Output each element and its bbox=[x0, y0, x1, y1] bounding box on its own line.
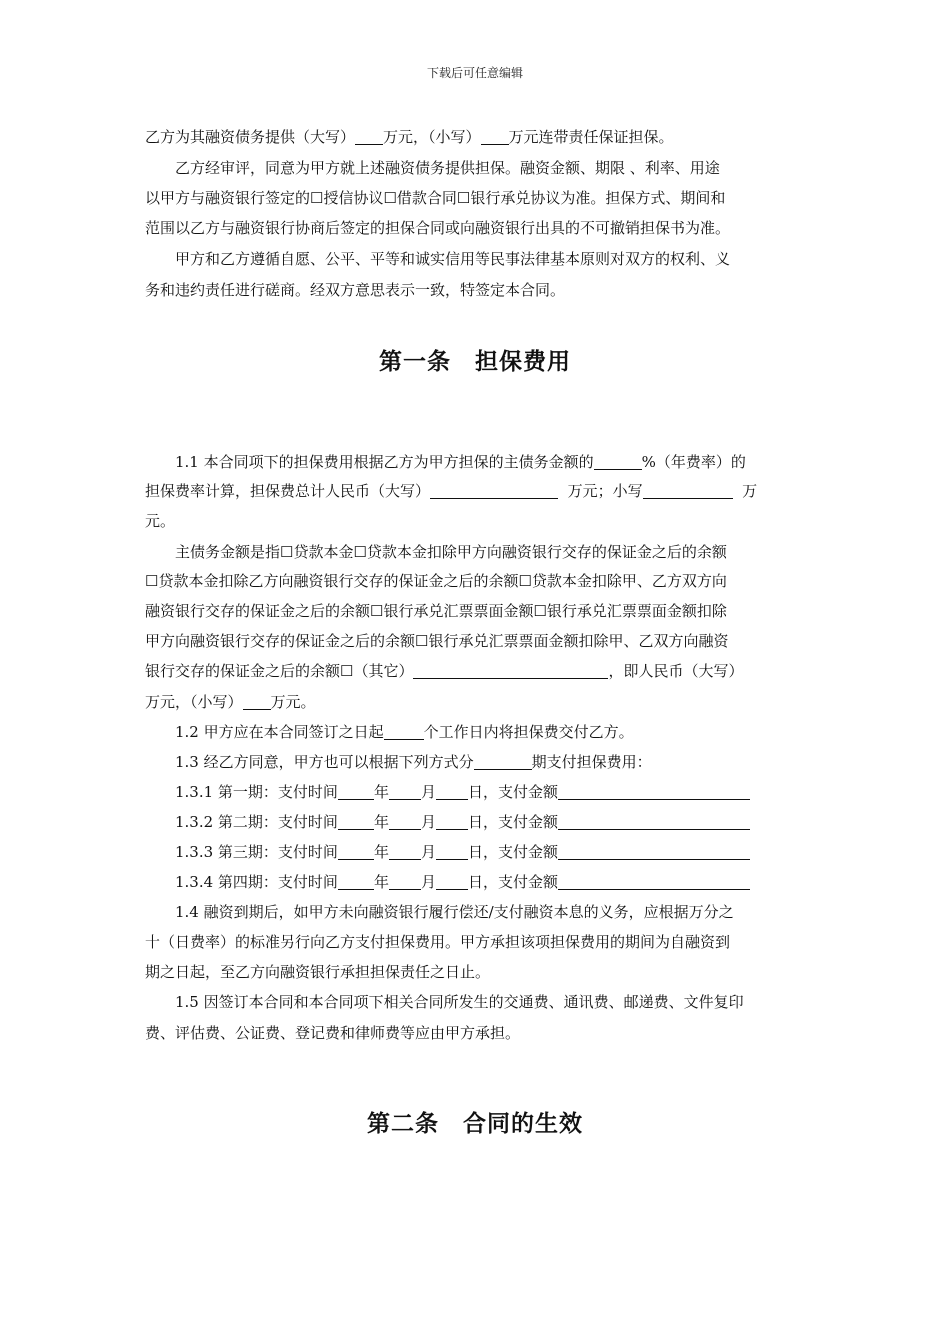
principal-line: 主债务金额是指☐贷款本金☐贷款本金扣除甲方向融资银行交存的保证金之后的余额 bbox=[175, 543, 727, 561]
blank-working-days[interactable] bbox=[384, 721, 424, 740]
blank-day[interactable] bbox=[436, 841, 468, 860]
installment-row: 1.3.2 第二期：支付时间 年 月 日，支付金额 bbox=[145, 807, 840, 837]
clause-1-4-line: 十（日费率）的标准另行向乙方支付担保费用。甲方承担该项担保费用的期间为自融资到 bbox=[145, 933, 731, 951]
clause-1-1-line-3: 元。 bbox=[145, 512, 176, 530]
principal-line-6: 万元，（小写） 万元。 bbox=[145, 693, 316, 711]
article-1-heading: 第一条 担保费用 bbox=[379, 349, 571, 375]
blank-payment-amount[interactable] bbox=[558, 811, 750, 830]
blank-month[interactable] bbox=[389, 811, 421, 830]
blank-other-type[interactable] bbox=[413, 660, 608, 679]
blank-month[interactable] bbox=[389, 871, 421, 890]
blank-payment-amount[interactable] bbox=[558, 841, 750, 860]
clause-1-1-line-1: 1.1 本合同项下的担保费用根据乙方为甲方担保的主债务金额的 %（年费率）的 bbox=[175, 453, 746, 471]
clause-1-2: 1.2 甲方应在本合同签订之日起 个工作日内将担保费交付乙方。 bbox=[175, 723, 634, 741]
intro-para2-line: 范围以乙方与融资银行协商后签定的担保合同或向融资银行出具的不可撤销担保书为准。 bbox=[145, 219, 731, 237]
clause-1-4-line: 期之日起，至乙方向融资银行承担担保责任之日止。 bbox=[145, 963, 491, 981]
blank-payment-amount[interactable] bbox=[558, 871, 750, 890]
installment-row: 1.3.1 第一期：支付时间 年 月 日，支付金额 bbox=[145, 777, 840, 807]
blank-month[interactable] bbox=[389, 841, 421, 860]
blank-day[interactable] bbox=[436, 781, 468, 800]
blank-fee-total-upper[interactable] bbox=[430, 480, 558, 499]
principal-line-5: 银行交存的保证金之后的余额☐（其它） ，即人民币（大写） bbox=[145, 662, 744, 680]
blank-day[interactable] bbox=[436, 811, 468, 830]
clause-1-4-line: 1.4 融资到期后，如甲方未向融资银行履行偿还/支付融资本息的义务，应根据万分之 bbox=[175, 903, 734, 921]
principal-line: 甲方向融资银行交存的保证金之后的余额☐银行承兑汇票票面金额扣除甲、乙双方向融资 bbox=[145, 632, 729, 650]
intro-para3-line: 务和违约责任进行磋商。经双方意思表示一致，特签定本合同。 bbox=[145, 281, 566, 299]
page-header-note: 下载后可任意编辑 bbox=[426, 66, 523, 80]
intro-para3-line: 甲方和乙方遵循自愿、公平、平等和诚实信用等民事法律基本原则对双方的权利、义 bbox=[175, 250, 731, 268]
intro-line-1: 乙方为其融资债务提供（大写） 万元，（小写） 万元连带责任保证担保。 bbox=[145, 128, 674, 146]
blank-payment-amount[interactable] bbox=[558, 781, 750, 800]
blank-year[interactable] bbox=[338, 781, 374, 800]
blank-amount-lower[interactable] bbox=[481, 126, 509, 145]
intro-para2-line: 以甲方与融资银行签定的☐授信协议☐借款合同☐银行承兑协议为准。担保方式、期间和 bbox=[145, 189, 726, 207]
installment-row: 1.3.3 第三期：支付时间 年 月 日，支付金额 bbox=[145, 837, 840, 867]
blank-year[interactable] bbox=[338, 841, 374, 860]
principal-line: 融资银行交存的保证金之后的余额☐银行承兑汇票票面金额☐银行承兑汇票票面金额扣除 bbox=[145, 602, 727, 620]
principal-line: ☐贷款本金扣除乙方向融资银行交存的保证金之后的余额☐贷款本金扣除甲、乙方双方向 bbox=[145, 572, 727, 590]
blank-fee-total-lower[interactable] bbox=[643, 480, 733, 499]
clause-1-5-line: 费、评估费、公证费、登记费和律师费等应由甲方承担。 bbox=[145, 1024, 521, 1042]
article-2-heading: 第二条 合同的生效 bbox=[367, 1111, 583, 1137]
clause-1-5-line: 1.5 因签订本合同和本合同项下相关合同所发生的交通费、通讯费、邮递费、文件复印 bbox=[175, 993, 744, 1011]
blank-month[interactable] bbox=[389, 781, 421, 800]
blank-installment-count[interactable] bbox=[474, 751, 532, 770]
blank-year[interactable] bbox=[338, 811, 374, 830]
blank-fee-rate[interactable] bbox=[594, 451, 642, 470]
blank-day[interactable] bbox=[436, 871, 468, 890]
blank-year[interactable] bbox=[338, 871, 374, 890]
intro-para2-line: 乙方经审评，同意为甲方就上述融资债务提供担保。融资金额、期限 、利率、用途 bbox=[175, 159, 720, 177]
clause-1-1-line-2: 担保费率计算，担保费总计人民币（大写） 万元；小写 万 bbox=[145, 482, 758, 500]
blank-principal-lower[interactable] bbox=[243, 691, 271, 710]
blank-amount-upper[interactable] bbox=[355, 126, 383, 145]
clause-1-3: 1.3 经乙方同意，甲方也可以根据下列方式分 期支付担保费用： bbox=[175, 753, 652, 771]
installment-row: 1.3.4 第四期：支付时间 年 月 日，支付金额 bbox=[145, 867, 840, 897]
